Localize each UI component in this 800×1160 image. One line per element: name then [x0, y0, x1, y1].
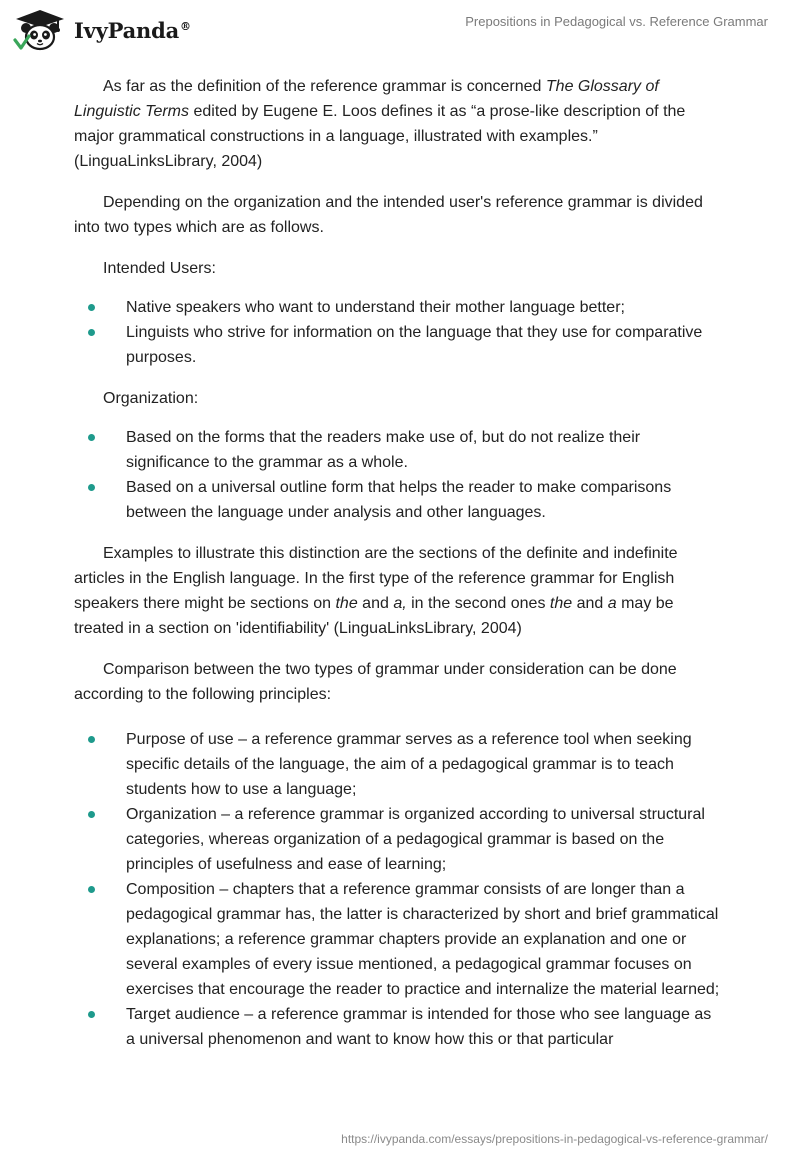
- bullet-icon: [88, 304, 95, 311]
- paragraph-comparison-intro: Comparison between the two types of grammar under consideration can be done according to the following principles:: [74, 661, 677, 703]
- list-item: Based on a universal outline form that helps the reader to make comparisons between the language under analysis and other languages.: [74, 475, 724, 525]
- source-url-link[interactable]: https://ivypanda.com/essays/prepositions-in-pedagogical-vs-reference-grammar/: [341, 1132, 768, 1146]
- bullet-icon: [88, 886, 95, 893]
- ivypanda-logo[interactable]: [12, 8, 191, 52]
- paragraph-definition: As far as the definition of the reference grammar is concerned The Glossary of Linguistic Terms edited by Eugene E. Loos defines it as “a prose-like description of the major grammatical constructions in a language, illustrated with examples.” (LinguaLinksLibrary, 2004): [74, 78, 686, 170]
- bullet-icon: [88, 736, 95, 743]
- bullet-icon: [88, 1011, 95, 1018]
- list-item: Purpose of use – a reference grammar serves as a reference tool when seeking specific details of the language, the aim of a pedagogical grammar is to teach students how to use a language;: [74, 727, 724, 802]
- glossary-title: The Glossary of Linguistic Terms: [74, 78, 659, 120]
- bullet-icon: [88, 484, 95, 491]
- list-item: Based on the forms that the readers make use of, but do not realize their significance to the grammar as a whole.: [74, 425, 724, 475]
- list-principles: [74, 727, 724, 1052]
- paragraph-examples: Examples to illustrate this distinction are the sections of the definite and indefinite articles in the English language. In the first type of the reference grammar for English speakers there might be sections on the and a, in the second ones the and a may be treated in a section on 'identifiability' (LinguaLinksLibrary, 2004): [74, 545, 678, 637]
- logo-wordmark: IvyPanda®: [74, 17, 191, 43]
- list-item: Native speakers who want to understand their mother language better;: [74, 295, 724, 320]
- list-organization: [74, 425, 724, 525]
- document-title: Prepositions in Pedagogical vs. Reference Grammar: [465, 14, 768, 29]
- list-item: Organization – a reference grammar is organized according to universal structural categories, whereas organization of a pedagogical grammar is based on the principles of usefulness and ease of learning;: [74, 802, 724, 877]
- bullet-icon: [88, 329, 95, 336]
- list-item: Target audience – a reference grammar is intended for those who see language as a universal phenomenon and want to know how this or that particular: [74, 1002, 724, 1052]
- bullet-icon: [88, 434, 95, 441]
- essay-body: [74, 70, 724, 1068]
- label-intended-users: Intended Users:: [103, 260, 216, 277]
- list-item: Linguists who strive for information on the language that they use for comparative purposes.: [74, 320, 724, 370]
- panda-graduation-icon: [12, 8, 68, 52]
- page-header: [0, 0, 800, 70]
- paragraph-types-intro: Depending on the organization and the intended user's reference grammar is divided into two types which are as follows.: [74, 194, 703, 236]
- label-organization: Organization:: [103, 390, 199, 407]
- list-item: Composition – chapters that a reference grammar consists of are longer than a pedagogical grammar has, the latter is characterized by short and brief grammatical explanations; a reference grammar chapters provide an explanation and one or several examples of every issue mentioned, a pedagogical grammar focuses on exercises that encourage the reader to practice and internalize the material learned;: [74, 877, 724, 1002]
- bullet-icon: [88, 811, 95, 818]
- list-intended-users: [74, 295, 724, 370]
